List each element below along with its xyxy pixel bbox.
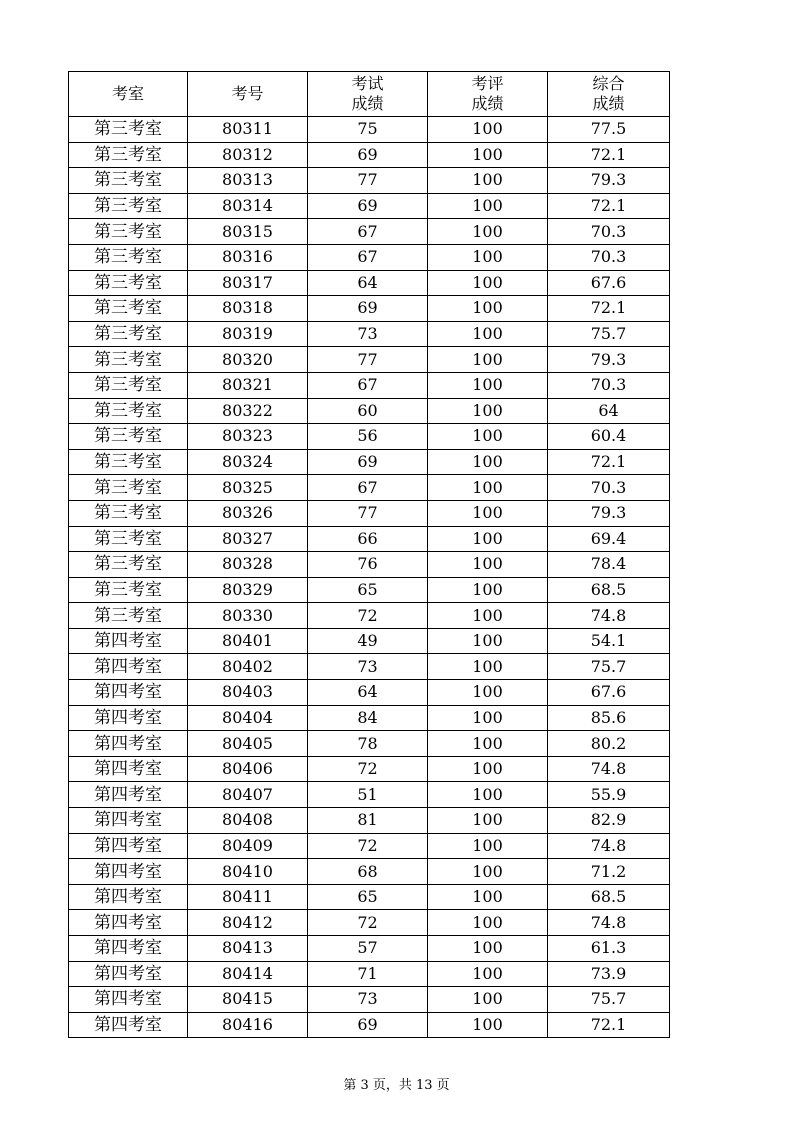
total-score-cell: 61.3 xyxy=(548,936,670,962)
exam-score-cell: 60 xyxy=(308,398,428,424)
table-row xyxy=(69,1012,670,1038)
room-cell: 第四考室 xyxy=(69,628,188,654)
room-cell: 第四考室 xyxy=(69,680,188,706)
table-row xyxy=(69,987,670,1013)
exam-score-cell: 69 xyxy=(308,193,428,219)
total-score-cell: 60.4 xyxy=(548,424,670,450)
header-line: 成绩 xyxy=(471,94,504,113)
exam-score-cell: 64 xyxy=(308,680,428,706)
total-score-cell: 70.3 xyxy=(548,475,670,501)
table-row xyxy=(69,910,670,936)
room-cell: 第四考室 xyxy=(69,859,188,885)
total-score-cell: 82.9 xyxy=(548,808,670,834)
header-line: 考号 xyxy=(231,84,264,103)
room-cell: 第三考室 xyxy=(69,552,188,578)
exam-score-cell: 72 xyxy=(308,756,428,782)
eval-score-cell: 100 xyxy=(428,859,548,885)
room-cell: 第三考室 xyxy=(69,449,188,475)
eval-score-cell: 100 xyxy=(428,680,548,706)
total-score-cell: 74.8 xyxy=(548,756,670,782)
room-cell: 第四考室 xyxy=(69,910,188,936)
total-score-cell: 79.3 xyxy=(548,500,670,526)
eval-score-cell: 100 xyxy=(428,244,548,270)
exam-score-cell: 69 xyxy=(308,1012,428,1038)
exam-id-cell: 80415 xyxy=(188,987,308,1013)
table-row xyxy=(69,603,670,629)
exam-id-cell: 80325 xyxy=(188,475,308,501)
room-cell: 第三考室 xyxy=(69,372,188,398)
room-cell: 第三考室 xyxy=(69,296,188,322)
table-row xyxy=(69,577,670,603)
total-score-cell: 79.3 xyxy=(548,347,670,373)
table-body xyxy=(69,117,670,1038)
exam-score-cell: 66 xyxy=(308,526,428,552)
table-row xyxy=(69,731,670,757)
total-score-cell: 75.7 xyxy=(548,987,670,1013)
eval-score-cell: 100 xyxy=(428,296,548,322)
total-score-cell: 77.5 xyxy=(548,117,670,143)
table-row xyxy=(69,782,670,808)
exam-id-cell: 80327 xyxy=(188,526,308,552)
total-score-cell: 68.5 xyxy=(548,884,670,910)
table-row xyxy=(69,449,670,475)
exam-score-cell: 69 xyxy=(308,296,428,322)
table-row xyxy=(69,680,670,706)
total-score-cell: 79.3 xyxy=(548,168,670,194)
exam-id-cell: 80323 xyxy=(188,424,308,450)
total-score-cell: 72.1 xyxy=(548,193,670,219)
exam-id-cell: 80313 xyxy=(188,168,308,194)
eval-score-cell: 100 xyxy=(428,347,548,373)
room-cell: 第三考室 xyxy=(69,219,188,245)
total-score-cell: 75.7 xyxy=(548,321,670,347)
exam-score-cell: 49 xyxy=(308,628,428,654)
room-cell: 第四考室 xyxy=(69,782,188,808)
room-cell: 第四考室 xyxy=(69,936,188,962)
total-score-cell: 72.1 xyxy=(548,1012,670,1038)
exam-id-cell: 80402 xyxy=(188,654,308,680)
eval-score-cell: 100 xyxy=(428,552,548,578)
total-score-cell: 64 xyxy=(548,398,670,424)
exam-id-cell: 80403 xyxy=(188,680,308,706)
exam-score-cell: 77 xyxy=(308,347,428,373)
exam-score-cell: 68 xyxy=(308,859,428,885)
table-row xyxy=(69,526,670,552)
header-line: 考室 xyxy=(111,84,144,103)
exam-id-cell: 80324 xyxy=(188,449,308,475)
table-row xyxy=(69,296,670,322)
exam-score-cell: 67 xyxy=(308,219,428,245)
eval-score-cell: 100 xyxy=(428,117,548,143)
table-row xyxy=(69,398,670,424)
room-cell: 第四考室 xyxy=(69,961,188,987)
exam-id-cell: 80416 xyxy=(188,1012,308,1038)
eval-score-cell: 100 xyxy=(428,782,548,808)
room-cell: 第四考室 xyxy=(69,756,188,782)
room-cell: 第三考室 xyxy=(69,117,188,143)
total-score-cell: 72.1 xyxy=(548,142,670,168)
room-cell: 第三考室 xyxy=(69,398,188,424)
total-score-cell: 80.2 xyxy=(548,731,670,757)
table-row xyxy=(69,756,670,782)
table-row xyxy=(69,270,670,296)
total-score-cell: 72.1 xyxy=(548,296,670,322)
table-row xyxy=(69,372,670,398)
exam-score-cell: 72 xyxy=(308,603,428,629)
eval-score-cell: 100 xyxy=(428,321,548,347)
total-score-cell: 70.3 xyxy=(548,372,670,398)
header-row xyxy=(69,72,670,117)
exam-score-cell: 73 xyxy=(308,321,428,347)
exam-score-cell: 78 xyxy=(308,731,428,757)
exam-id-cell: 80322 xyxy=(188,398,308,424)
exam-id-cell: 80401 xyxy=(188,628,308,654)
room-cell: 第三考室 xyxy=(69,603,188,629)
exam-id-cell: 80311 xyxy=(188,117,308,143)
exam-score-cell: 69 xyxy=(308,449,428,475)
header-line: 成绩 xyxy=(351,94,384,113)
eval-score-cell: 100 xyxy=(428,1012,548,1038)
room-cell: 第三考室 xyxy=(69,500,188,526)
table-row xyxy=(69,347,670,373)
eval-score-cell: 100 xyxy=(428,526,548,552)
exam-id-cell: 80405 xyxy=(188,731,308,757)
table-row xyxy=(69,859,670,885)
exam-score-cell: 72 xyxy=(308,833,428,859)
room-cell: 第四考室 xyxy=(69,705,188,731)
eval-score-cell: 100 xyxy=(428,705,548,731)
total-score-cell: 54.1 xyxy=(548,628,670,654)
total-score-cell: 75.7 xyxy=(548,654,670,680)
eval-score-cell: 100 xyxy=(428,577,548,603)
eval-score-cell: 100 xyxy=(428,500,548,526)
eval-score-cell: 100 xyxy=(428,884,548,910)
exam-id-cell: 80412 xyxy=(188,910,308,936)
exam-id-cell: 80406 xyxy=(188,756,308,782)
total-score-cell: 55.9 xyxy=(548,782,670,808)
total-score-cell: 67.6 xyxy=(548,270,670,296)
total-score-cell: 85.6 xyxy=(548,705,670,731)
room-cell: 第三考室 xyxy=(69,526,188,552)
exam-score-cell: 65 xyxy=(308,577,428,603)
table-row xyxy=(69,705,670,731)
eval-score-cell: 100 xyxy=(428,398,548,424)
header-total-score xyxy=(548,72,670,117)
exam-id-cell: 80314 xyxy=(188,193,308,219)
eval-score-cell: 100 xyxy=(428,833,548,859)
exam-id-cell: 80410 xyxy=(188,859,308,885)
exam-id-cell: 80329 xyxy=(188,577,308,603)
exam-id-cell: 80316 xyxy=(188,244,308,270)
exam-score-cell: 84 xyxy=(308,705,428,731)
room-cell: 第四考室 xyxy=(69,833,188,859)
exam-score-cell: 77 xyxy=(308,500,428,526)
total-score-cell: 69.4 xyxy=(548,526,670,552)
exam-score-cell: 67 xyxy=(308,372,428,398)
room-cell: 第三考室 xyxy=(69,424,188,450)
header-line: 成绩 xyxy=(592,94,625,113)
exam-id-cell: 80326 xyxy=(188,500,308,526)
eval-score-cell: 100 xyxy=(428,449,548,475)
exam-score-cell: 57 xyxy=(308,936,428,962)
total-score-cell: 72.1 xyxy=(548,449,670,475)
header-exam-score xyxy=(308,72,428,117)
room-cell: 第四考室 xyxy=(69,884,188,910)
eval-score-cell: 100 xyxy=(428,219,548,245)
table-row xyxy=(69,321,670,347)
score-table xyxy=(68,71,670,1038)
exam-id-cell: 80411 xyxy=(188,884,308,910)
exam-score-cell: 72 xyxy=(308,910,428,936)
room-cell: 第三考室 xyxy=(69,168,188,194)
eval-score-cell: 100 xyxy=(428,603,548,629)
exam-id-cell: 80409 xyxy=(188,833,308,859)
table-row xyxy=(69,117,670,143)
exam-id-cell: 80407 xyxy=(188,782,308,808)
eval-score-cell: 100 xyxy=(428,168,548,194)
eval-score-cell: 100 xyxy=(428,987,548,1013)
eval-score-cell: 100 xyxy=(428,628,548,654)
room-cell: 第三考室 xyxy=(69,321,188,347)
exam-score-cell: 69 xyxy=(308,142,428,168)
table-row xyxy=(69,808,670,834)
total-score-cell: 74.8 xyxy=(548,603,670,629)
eval-score-cell: 100 xyxy=(428,142,548,168)
exam-id-cell: 80408 xyxy=(188,808,308,834)
room-cell: 第四考室 xyxy=(69,1012,188,1038)
total-score-cell: 68.5 xyxy=(548,577,670,603)
eval-score-cell: 100 xyxy=(428,756,548,782)
table-row xyxy=(69,168,670,194)
eval-score-cell: 100 xyxy=(428,961,548,987)
table-row xyxy=(69,628,670,654)
total-score-cell: 70.3 xyxy=(548,219,670,245)
table-row xyxy=(69,500,670,526)
eval-score-cell: 100 xyxy=(428,475,548,501)
room-cell: 第三考室 xyxy=(69,270,188,296)
table-row xyxy=(69,961,670,987)
exam-id-cell: 80321 xyxy=(188,372,308,398)
exam-id-cell: 80319 xyxy=(188,321,308,347)
table-row xyxy=(69,219,670,245)
table-row xyxy=(69,884,670,910)
exam-id-cell: 80320 xyxy=(188,347,308,373)
exam-score-cell: 51 xyxy=(308,782,428,808)
table-row xyxy=(69,936,670,962)
table-row xyxy=(69,193,670,219)
room-cell: 第三考室 xyxy=(69,193,188,219)
exam-score-cell: 65 xyxy=(308,884,428,910)
room-cell: 第四考室 xyxy=(69,808,188,834)
total-score-cell: 71.2 xyxy=(548,859,670,885)
room-cell: 第四考室 xyxy=(69,654,188,680)
exam-id-cell: 80315 xyxy=(188,219,308,245)
table-row xyxy=(69,424,670,450)
exam-score-cell: 71 xyxy=(308,961,428,987)
header-line: 考试 xyxy=(351,74,384,93)
total-score-cell: 67.6 xyxy=(548,680,670,706)
page-number-footer: 第 3 页，共 13 页 xyxy=(343,1078,450,1093)
header-eval-score xyxy=(428,72,548,117)
eval-score-cell: 100 xyxy=(428,424,548,450)
room-cell: 第四考室 xyxy=(69,987,188,1013)
exam-id-cell: 80413 xyxy=(188,936,308,962)
exam-id-cell: 80404 xyxy=(188,705,308,731)
header-line: 考评 xyxy=(471,74,504,93)
total-score-cell: 74.8 xyxy=(548,910,670,936)
exam-score-cell: 75 xyxy=(308,117,428,143)
exam-id-cell: 80414 xyxy=(188,961,308,987)
table-row xyxy=(69,475,670,501)
header-line: 综合 xyxy=(592,74,625,93)
total-score-cell: 73.9 xyxy=(548,961,670,987)
room-cell: 第三考室 xyxy=(69,142,188,168)
exam-score-cell: 81 xyxy=(308,808,428,834)
table-row xyxy=(69,552,670,578)
exam-id-cell: 80317 xyxy=(188,270,308,296)
table-row xyxy=(69,244,670,270)
eval-score-cell: 100 xyxy=(428,731,548,757)
eval-score-cell: 100 xyxy=(428,910,548,936)
header-exam-id xyxy=(188,72,308,117)
exam-score-cell: 67 xyxy=(308,244,428,270)
table-row xyxy=(69,833,670,859)
exam-score-cell: 64 xyxy=(308,270,428,296)
exam-id-cell: 80312 xyxy=(188,142,308,168)
eval-score-cell: 100 xyxy=(428,936,548,962)
total-score-cell: 78.4 xyxy=(548,552,670,578)
room-cell: 第三考室 xyxy=(69,577,188,603)
table-row xyxy=(69,142,670,168)
room-cell: 第三考室 xyxy=(69,244,188,270)
exam-score-cell: 67 xyxy=(308,475,428,501)
eval-score-cell: 100 xyxy=(428,654,548,680)
exam-id-cell: 80318 xyxy=(188,296,308,322)
table-row xyxy=(69,654,670,680)
eval-score-cell: 100 xyxy=(428,808,548,834)
room-cell: 第三考室 xyxy=(69,475,188,501)
exam-score-cell: 77 xyxy=(308,168,428,194)
exam-score-cell: 73 xyxy=(308,654,428,680)
eval-score-cell: 100 xyxy=(428,193,548,219)
eval-score-cell: 100 xyxy=(428,270,548,296)
exam-id-cell: 80330 xyxy=(188,603,308,629)
header-room xyxy=(69,72,188,117)
room-cell: 第三考室 xyxy=(69,347,188,373)
eval-score-cell: 100 xyxy=(428,372,548,398)
total-score-cell: 70.3 xyxy=(548,244,670,270)
exam-score-cell: 56 xyxy=(308,424,428,450)
total-score-cell: 74.8 xyxy=(548,833,670,859)
room-cell: 第四考室 xyxy=(69,731,188,757)
exam-id-cell: 80328 xyxy=(188,552,308,578)
exam-score-cell: 73 xyxy=(308,987,428,1013)
table-header xyxy=(69,72,670,117)
exam-score-cell: 76 xyxy=(308,552,428,578)
